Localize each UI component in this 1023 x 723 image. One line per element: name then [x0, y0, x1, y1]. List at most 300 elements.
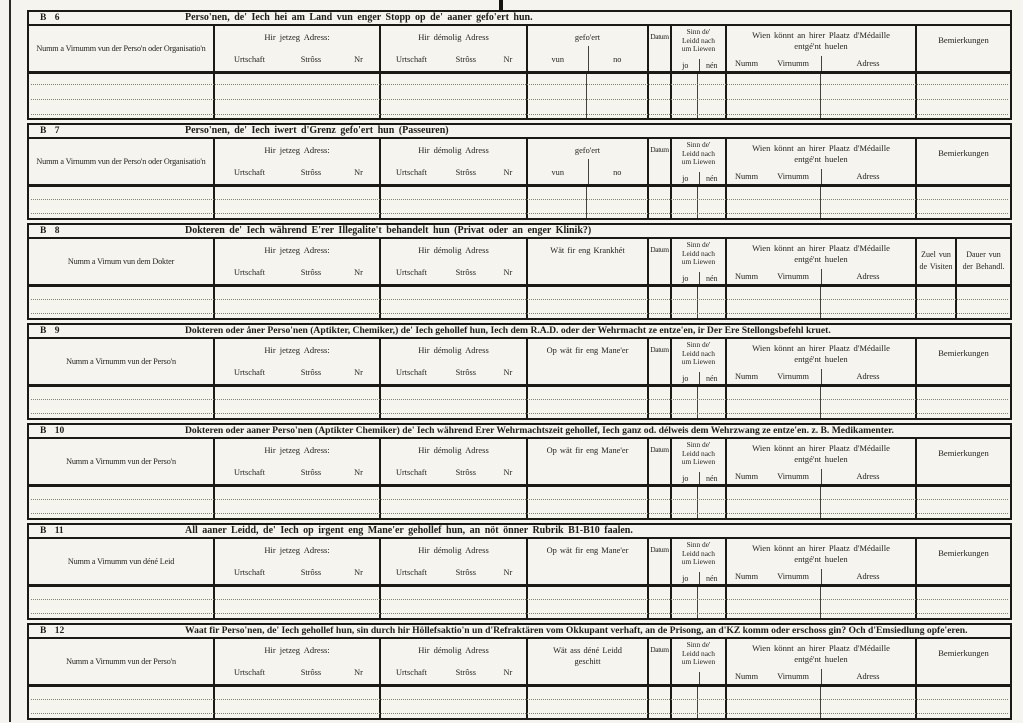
medal-recipient-sub-right — [821, 272, 915, 281]
former-address-header-sub-urtschaft: Urtschaft — [396, 468, 427, 477]
alive-status-column-header — [670, 439, 725, 484]
medal-recipient-label-line: Wien könnt an hirer Plaatz d'Médaille — [752, 643, 890, 653]
section-id: B 7 — [40, 126, 60, 136]
section-id: B 12 — [40, 626, 65, 636]
medal-recipient-label-line: Wien könnt an hirer Plaatz d'Médaille — [752, 543, 890, 553]
former-address-header-subcolumns — [381, 168, 526, 177]
write-line — [31, 84, 1008, 85]
middle-label-line: Op wät fir eng Mane'er — [546, 346, 629, 355]
middle-column-label — [528, 346, 647, 357]
former-address-header-sub-strôss: Strôss — [455, 55, 476, 64]
medal-recipient-label-line: entgé'nt huelen — [794, 354, 848, 365]
current-address-header-sub-strôss: Strôss — [300, 55, 322, 64]
current-address-header-sub-strôss: Strôss — [300, 668, 322, 677]
entry-rows — [27, 187, 1012, 220]
section-id: B 9 — [40, 326, 60, 336]
name-column-label: Numm a Virnumm vun der Perso'n — [66, 457, 176, 466]
medal-recipient-sub-left — [727, 59, 821, 68]
alive-status-sub-nén: nén — [705, 474, 718, 483]
entry-rows — [27, 287, 1012, 320]
former-address-header-sub-strôss: Strôss — [455, 368, 476, 377]
current-address-header-label: Hir jetzeg Adress: — [264, 32, 330, 42]
middle-column-label — [528, 33, 647, 44]
current-address-header-subcolumns — [215, 55, 379, 64]
write-line — [31, 114, 1008, 115]
former-address-header — [379, 439, 526, 484]
sub-column-divider — [820, 74, 821, 118]
treatment-duration-column-header-line: Dauer vun — [966, 250, 1001, 260]
alive-status-sub-nén: nén — [705, 61, 718, 70]
remarks-column-header — [915, 439, 1010, 484]
alive-status-label — [672, 641, 725, 667]
medal-recipient-sub-numm: Numm — [735, 472, 759, 481]
middle-column-header — [526, 139, 647, 184]
current-address-header-label: Hir jetzeg Adress: — [264, 345, 330, 355]
column-headers — [27, 137, 1012, 187]
former-address-header-label: Hir démolig Adress — [418, 145, 489, 155]
current-address-header — [213, 26, 379, 71]
former-address-header — [379, 239, 526, 284]
middle-label-line: Op wät fir eng Mane'er — [546, 446, 629, 455]
write-line — [31, 99, 1008, 100]
column-divider — [379, 74, 381, 118]
middle-label-line: gefo'ert — [574, 33, 601, 42]
medal-recipient-sub-right — [821, 472, 915, 481]
medal-recipient-label-line: Wien könnt an hirer Plaatz d'Médaille — [752, 243, 890, 253]
name-column-header — [29, 239, 213, 284]
column-divider — [647, 74, 649, 118]
name-column-label: Numm a Virnumm vun der Perso'n oder Organisatio'n — [36, 44, 206, 53]
write-line — [31, 199, 1008, 200]
former-address-header-label: Hir démolig Adress — [418, 345, 489, 355]
alive-status-subcolumn-divider — [699, 59, 700, 71]
alive-status-label-line: Sinn de' — [686, 240, 711, 249]
current-address-header-sub-strôss: Strôss — [300, 568, 322, 577]
medal-recipient-sub-right — [821, 672, 915, 681]
alive-status-sub-jo: jo — [682, 574, 689, 583]
medal-recipient-label — [727, 643, 915, 665]
current-address-header-sub-urtschaft: Urtschaft — [234, 268, 265, 277]
remarks-column-header-line: Bemierkungen — [938, 648, 989, 658]
medal-recipient-sub-numm: Numm — [735, 572, 759, 581]
alive-status-label-line: Sinn de' — [686, 540, 711, 549]
middle-sub-no: no — [613, 55, 622, 64]
middle-column-label — [528, 546, 647, 557]
date-column-header: Datum — [647, 439, 670, 484]
middle-column-header — [526, 339, 647, 384]
remarks-column-header — [915, 539, 1010, 584]
alive-status-column-header — [670, 139, 725, 184]
alive-status-subcolumn-divider — [699, 172, 700, 184]
alive-status-subcolumn-divider — [699, 472, 700, 484]
write-line — [31, 299, 1008, 300]
date-column-header: Datum — [647, 239, 670, 284]
medal-recipient-sub-virnumm: Virnumm — [777, 172, 809, 181]
medal-recipient-column-header — [725, 239, 915, 284]
medal-recipient-column-header — [725, 439, 915, 484]
former-address-header-label: Hir démolig Adress — [418, 545, 489, 555]
former-address-header-sub-nr: Nr — [503, 168, 513, 177]
middle-column-header — [526, 439, 647, 484]
alive-status-label-line: Leidd nach — [681, 448, 716, 458]
medal-recipient-sub-virnumm: Virnumm — [777, 472, 809, 481]
date-column-header: Datum — [647, 639, 670, 684]
alive-status-column-header — [670, 339, 725, 384]
column-divider — [670, 74, 672, 118]
section-b8 — [27, 223, 1012, 320]
alive-status-label-line: Leidd nach — [681, 648, 716, 658]
former-address-header-subcolumns — [381, 55, 526, 64]
column-headers — [27, 24, 1012, 74]
former-address-header-sub-urtschaft: Urtschaft — [396, 55, 427, 64]
remarks-column-header — [915, 26, 1010, 71]
write-line — [31, 399, 1008, 400]
name-column-header — [29, 139, 213, 184]
former-address-header-sub-urtschaft: Urtschaft — [396, 168, 427, 177]
column-divider — [213, 74, 215, 118]
alive-status-subcolumn-divider — [699, 672, 700, 684]
middle-label-line: Wät fir eng Krankhét — [550, 246, 625, 255]
section-b7 — [27, 123, 1012, 220]
current-address-header-subcolumns — [215, 468, 379, 477]
column-headers — [27, 337, 1012, 387]
former-address-header — [379, 339, 526, 384]
scan-binding-line — [9, 0, 11, 722]
current-address-header-sub-nr: Nr — [354, 168, 363, 177]
alive-status-label-line: Leidd nach — [681, 148, 716, 158]
medal-recipient-sub-right — [821, 572, 915, 581]
former-address-header-subcolumns — [381, 668, 526, 677]
current-address-header-sub-strôss: Strôss — [300, 168, 322, 177]
remarks-column-header — [915, 139, 1010, 184]
alive-status-column-header — [670, 239, 725, 284]
former-address-header — [379, 26, 526, 71]
current-address-header-sub-strôss: Strôss — [300, 268, 322, 277]
sub-column-divider — [697, 74, 698, 118]
medal-recipient-subcolumn-divider — [821, 669, 822, 684]
current-address-header-sub-strôss: Strôss — [300, 468, 322, 477]
former-address-header-subcolumns — [381, 368, 526, 377]
medal-recipient-sub-adress: Adress — [856, 572, 880, 581]
write-line — [31, 713, 1008, 714]
alive-status-sub-nén: nén — [705, 274, 718, 283]
section-title: Dokteren oder aaner Perso'nen (Aptikter Chemiker) de' Iech während Erer Wehrmachtszeit gehollef, Iech ganz od. délweis dem Wehrzwang ze entze'en. z. B. Medikamenter. — [185, 425, 894, 436]
medal-recipient-label — [727, 30, 915, 52]
medal-recipient-sub-adress: Adress — [856, 272, 880, 281]
column-headers — [27, 637, 1012, 687]
medal-recipient-label-line: entgé'nt huelen — [794, 554, 848, 565]
name-column-header — [29, 26, 213, 71]
alive-status-subcolumn-divider — [699, 372, 700, 384]
medal-recipient-sub-adress: Adress — [856, 172, 880, 181]
column-divider — [725, 74, 727, 118]
former-address-header-sub-strôss: Strôss — [455, 268, 476, 277]
write-line — [31, 599, 1008, 600]
column-headers — [27, 537, 1012, 587]
treatment-duration-column-header-line: der Behandl. — [962, 262, 1005, 271]
middle-column-label — [528, 246, 647, 257]
write-line — [31, 313, 1008, 314]
medal-recipient-sub-left — [727, 572, 821, 581]
visit-count-column-header-line: Zuel vun — [921, 250, 951, 260]
current-address-header-sub-nr: Nr — [354, 268, 363, 277]
medal-recipient-subcolumn-divider — [821, 169, 822, 184]
alive-status-subcolumn-divider — [699, 572, 700, 584]
name-column-header — [29, 339, 213, 384]
medal-recipient-subcolumn-divider — [821, 56, 822, 71]
alive-status-label-line: Leidd nach — [681, 248, 716, 258]
alive-status-label — [672, 241, 725, 267]
former-address-header-subcolumns — [381, 268, 526, 277]
former-address-header-sub-strôss: Strôss — [455, 168, 476, 177]
medal-recipient-sub-virnumm: Virnumm — [777, 672, 809, 681]
section-b9 — [27, 323, 1012, 420]
current-address-header-subcolumns — [215, 568, 379, 577]
entry-rows — [27, 587, 1012, 620]
medal-recipient-label-line: entgé'nt huelen — [794, 654, 848, 665]
date-column-header: Datum — [647, 139, 670, 184]
middle-sub-vun: vun — [551, 168, 564, 177]
medal-recipient-sub-numm: Numm — [735, 59, 759, 68]
middle-column-header — [526, 239, 647, 284]
current-address-header-sub-urtschaft: Urtschaft — [234, 568, 265, 577]
column-divider — [915, 74, 917, 118]
medal-recipient-sub-virnumm: Virnumm — [777, 372, 809, 381]
entry-rows — [27, 74, 1012, 120]
middle-column-label — [528, 446, 647, 457]
section-title: Perso'nen, de' Iech hei am Land vun enger Stopp op de' aaner gefo'ert hun. — [185, 12, 533, 23]
alive-status-label-line: um Liewen — [681, 557, 716, 567]
medal-recipient-label-line: Wien könnt an hirer Plaatz d'Médaille — [752, 30, 890, 40]
former-address-header-sub-nr: Nr — [503, 55, 513, 64]
remarks-column-header-line: Bemierkungen — [938, 548, 989, 558]
former-address-header-label: Hir démolig Adress — [418, 645, 489, 655]
medal-recipient-label-line: Wien könnt an hirer Plaatz d'Médaille — [752, 443, 890, 453]
current-address-header-sub-urtschaft: Urtschaft — [234, 168, 265, 177]
remarks-column-header-line: Bemierkungen — [938, 35, 989, 45]
medal-recipient-column-header — [725, 639, 915, 684]
column-headers — [27, 437, 1012, 487]
medal-recipient-label — [727, 343, 915, 365]
remarks-column-header-line: Bemierkungen — [938, 148, 989, 158]
middle-column-header — [526, 639, 647, 684]
middle-sub-no: no — [613, 168, 622, 177]
registration-mark — [499, 0, 503, 10]
column-divider — [526, 74, 528, 118]
alive-status-label-line: um Liewen — [681, 357, 716, 367]
middle-column-label — [528, 646, 647, 667]
medal-recipient-column-header — [725, 539, 915, 584]
medal-recipient-subcolumn-divider — [821, 269, 822, 284]
former-address-header-label: Hir démolig Adress — [418, 32, 489, 42]
medal-recipient-column-header — [725, 26, 915, 71]
alive-status-label — [672, 441, 725, 467]
sub-column-divider — [586, 74, 587, 118]
alive-status-label — [672, 541, 725, 567]
resistance-questionnaire-form — [27, 10, 1012, 723]
visit-count-column-header-line: de Visiten — [919, 262, 953, 271]
current-address-header-label: Hir jetzeg Adress: — [264, 245, 330, 255]
alive-status-label-line: Leidd nach — [681, 548, 716, 558]
date-column-header: Datum — [647, 339, 670, 384]
middle-label-line: Op wät fir eng Mane'er — [546, 546, 629, 555]
medal-recipient-sub-adress: Adress — [856, 59, 880, 68]
name-column-label: Numm a Virnum vun dem Dokter — [67, 257, 175, 266]
alive-status-label-line: Sinn de' — [686, 340, 711, 349]
section-id: B 8 — [40, 226, 60, 236]
medal-recipient-label — [727, 443, 915, 465]
middle-label-line: Wät ass déné Leidd — [553, 646, 622, 655]
medal-recipient-column-header — [725, 139, 915, 184]
current-address-header-sub-nr: Nr — [354, 55, 363, 64]
alive-status-label — [672, 141, 725, 167]
date-column-header: Datum — [647, 26, 670, 71]
medal-recipient-label-line: Wien könnt an hirer Plaatz d'Médaille — [752, 343, 890, 353]
write-line — [31, 699, 1008, 700]
alive-status-sub-jo: jo — [682, 274, 689, 283]
alive-status-sub-nén: nén — [705, 174, 718, 183]
medal-recipient-sub-left — [727, 172, 821, 181]
name-column-header — [29, 539, 213, 584]
name-column-label: Numm a Virnumm vun der Perso'n oder Organisatio'n — [36, 157, 206, 166]
medal-recipient-sub-left — [727, 272, 821, 281]
alive-status-sub-nén: nén — [705, 374, 718, 383]
name-column-header — [29, 639, 213, 684]
medal-recipient-label-line: entgé'nt huelen — [794, 254, 848, 265]
medal-recipient-sub-numm: Numm — [735, 672, 759, 681]
current-address-header-sub-strôss: Strôss — [300, 368, 322, 377]
current-address-header-sub-nr: Nr — [354, 468, 363, 477]
section-b12 — [27, 623, 1012, 720]
medal-recipient-sub-numm: Numm — [735, 272, 759, 281]
section-title: Waat fir Perso'nen, de' Iech gehollef hun, sin durch hir Höllefsaktio'n un d'Refraktären vom Okkupant verhaft, an de Prisong, an d'KZ komm oder erschoss gin? Och d'Emsiedlung opfe'eren. — [185, 625, 968, 636]
section-id: B 11 — [40, 526, 64, 536]
middle-label-line: gefo'ert — [574, 146, 601, 155]
current-address-header-subcolumns — [215, 368, 379, 377]
former-address-header-sub-nr: Nr — [503, 568, 513, 577]
former-address-header-sub-urtschaft: Urtschaft — [396, 268, 427, 277]
alive-status-label — [672, 341, 725, 367]
middle-sub-vun: vun — [551, 55, 564, 64]
current-address-header-label: Hir jetzeg Adress: — [264, 445, 330, 455]
medal-recipient-label — [727, 543, 915, 565]
name-column-label: Numm a Virnumm vun der Perso'n — [66, 357, 176, 366]
alive-status-label-line: um Liewen — [681, 44, 716, 54]
former-address-header — [379, 539, 526, 584]
medal-recipient-label-line: entgé'nt huelen — [794, 154, 848, 165]
write-line — [31, 499, 1008, 500]
medal-recipient-label-line: entgé'nt huelen — [794, 41, 848, 52]
current-address-header — [213, 439, 379, 484]
section-b6 — [27, 10, 1012, 120]
medal-recipient-sub-right — [821, 372, 915, 381]
medal-recipient-sub-numm: Numm — [735, 172, 759, 181]
medal-recipient-sub-right — [821, 172, 915, 181]
former-address-header-sub-nr: Nr — [503, 268, 513, 277]
alive-status-sub-jo: jo — [682, 374, 689, 383]
alive-status-label-line: um Liewen — [681, 157, 716, 167]
medal-recipient-label — [727, 243, 915, 265]
middle-subcolumn-divider — [588, 159, 589, 184]
section-title: All aaner Leidd, de' Iech op irgent eng Mane'er gehollef hun, an nöt önner Rubrik B1-B10 faalen. — [185, 525, 633, 536]
write-line — [31, 513, 1008, 514]
medal-recipient-sub-adress: Adress — [856, 472, 880, 481]
current-address-header-label: Hir jetzeg Adress: — [264, 145, 330, 155]
medal-recipient-sub-left — [727, 372, 821, 381]
current-address-header-subcolumns — [215, 268, 379, 277]
former-address-header — [379, 639, 526, 684]
write-line — [31, 413, 1008, 414]
name-column-header — [29, 439, 213, 484]
name-column-label: Numm a Virnumm vun der Perso'n — [66, 657, 176, 666]
visit-count-column-header — [915, 239, 955, 284]
medal-recipient-label-line: entgé'nt huelen — [794, 454, 848, 465]
medal-recipient-sub-left — [727, 672, 821, 681]
alive-status-sub-jo: jo — [682, 174, 689, 183]
alive-status-label-line: um Liewen — [681, 257, 716, 267]
section-title: Dokteren de' Iech während E'rer Illegalite't behandelt hun (Privat oder an enger Klinik?) — [185, 225, 592, 236]
section-title: Perso'nen, de' Iech iwert d'Grenz gefo'ert hun (Passeuren) — [185, 125, 449, 136]
former-address-header-sub-strôss: Strôss — [455, 468, 476, 477]
section-id: B 10 — [40, 426, 65, 436]
middle-column-header — [526, 539, 647, 584]
medal-recipient-sub-virnumm: Virnumm — [777, 572, 809, 581]
alive-status-column-header — [670, 639, 725, 684]
current-address-header — [213, 639, 379, 684]
former-address-header-sub-strôss: Strôss — [455, 568, 476, 577]
section-title: Dokteren oder åner Perso'nen (Aptikter, Chemiker,) de' Iech gehollef hun, Iech dem R.A.D. oder der Wehrmacht ze entze'en, ir Der Ere Stellongsbefehl kruet. — [185, 325, 831, 336]
former-address-header-label: Hir démolig Adress — [418, 445, 489, 455]
alive-status-column-header — [670, 26, 725, 71]
current-address-header-label: Hir jetzeg Adress: — [264, 545, 330, 555]
alive-status-label-line: um Liewen — [681, 657, 716, 667]
medal-recipient-subcolumn-divider — [821, 569, 822, 584]
medal-recipient-column-header — [725, 339, 915, 384]
current-address-header — [213, 139, 379, 184]
middle-subcolumn-divider — [588, 46, 589, 71]
remarks-column-header-line: Bemierkungen — [938, 348, 989, 358]
former-address-header-subcolumns — [381, 468, 526, 477]
current-address-header-sub-nr: Nr — [354, 368, 363, 377]
current-address-header-subcolumns — [215, 668, 379, 677]
alive-status-sub-nén: nén — [705, 574, 718, 583]
former-address-header-sub-nr: Nr — [503, 468, 513, 477]
middle-label-line: geschitt — [574, 656, 601, 666]
current-address-header-sub-urtschaft: Urtschaft — [234, 668, 265, 677]
medal-recipient-label — [727, 143, 915, 165]
write-line — [31, 213, 1008, 214]
current-address-header-subcolumns — [215, 168, 379, 177]
alive-status-label-line: Sinn de' — [686, 640, 711, 649]
current-address-header — [213, 239, 379, 284]
entry-rows — [27, 687, 1012, 720]
current-address-header-sub-nr: Nr — [354, 668, 363, 677]
medal-recipient-label-line: Wien könnt an hirer Plaatz d'Médaille — [752, 143, 890, 153]
former-address-header-sub-urtschaft: Urtschaft — [396, 368, 427, 377]
alive-status-label-line: Sinn de' — [686, 440, 711, 449]
former-address-header — [379, 139, 526, 184]
medal-recipient-subcolumn-divider — [821, 469, 822, 484]
former-address-header-label: Hir démolig Adress — [418, 245, 489, 255]
medal-recipient-sub-left — [727, 472, 821, 481]
current-address-header — [213, 539, 379, 584]
alive-status-label-line: Sinn de' — [686, 27, 711, 36]
former-address-header-subcolumns — [381, 568, 526, 577]
date-column-header: Datum — [647, 539, 670, 584]
write-line — [31, 613, 1008, 614]
alive-status-label-line: um Liewen — [681, 457, 716, 467]
middle-column-label — [528, 146, 647, 157]
